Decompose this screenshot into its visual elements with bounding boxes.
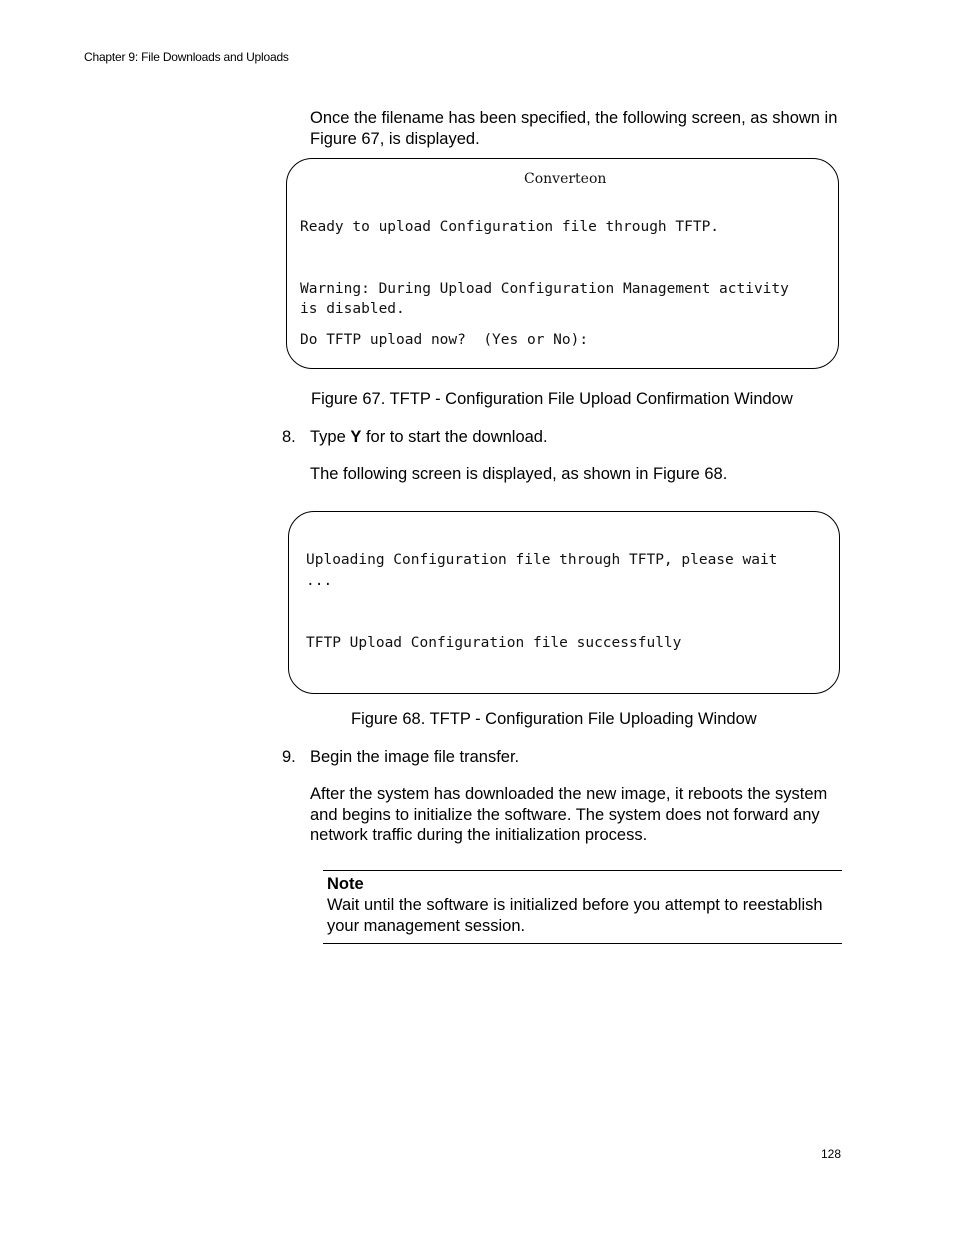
screen-title: Converteon	[524, 171, 607, 187]
step-9-followup: After the system has downloaded the new image, it reboots the system and begins to initialize the software. The system does not forward any network traffic during the initialization process.	[310, 785, 828, 844]
step-8	[282, 427, 548, 448]
note-title: Note	[327, 875, 364, 893]
screen-warning-line: Warning: During Upload Configuration Management activity	[300, 281, 789, 297]
step-9-text: Begin the image file transfer.	[310, 748, 520, 766]
screen-prompt-line: Do TFTP upload now? (Yes or No):	[300, 332, 589, 348]
step-8-followup: The following screen is displayed, as shown in Figure 68.	[310, 465, 728, 483]
page-number: 128	[821, 1147, 842, 1161]
screen-warning-line-2: is disabled.	[300, 301, 405, 317]
step-8-key: Y	[350, 428, 362, 446]
step-8-number: 8.	[282, 428, 296, 446]
screen-ellipsis-line: ...	[306, 573, 333, 589]
chapter-header: Chapter 9: File Downloads and Uploads	[84, 50, 289, 64]
note-box	[323, 870, 842, 944]
step-8-prefix: Type	[310, 428, 351, 446]
step-9	[282, 747, 519, 768]
upload-confirmation-screen	[286, 158, 839, 369]
figure-67-caption: Figure 67. TFTP - Configuration File Upload Confirmation Window	[311, 390, 793, 408]
screen-success-line: TFTP Upload Configuration file successfully	[306, 635, 682, 651]
step-8-suffix: for to start the download.	[361, 428, 548, 446]
intro-paragraph: Once the filename has been specified, the following screen, as shown in Figure 67, is displayed.	[310, 109, 838, 148]
screen-uploading-line: Uploading Configuration file through TFTP, please wait	[306, 552, 778, 568]
step-9-number: 9.	[282, 748, 296, 766]
uploading-screen	[288, 511, 840, 694]
figure-68-caption: Figure 68. TFTP - Configuration File Uploading Window	[351, 710, 757, 728]
note-body: Wait until the software is initialized before you attempt to reestablish your management session.	[327, 896, 823, 935]
screen-ready-line: Ready to upload Configuration file through TFTP.	[300, 219, 720, 235]
